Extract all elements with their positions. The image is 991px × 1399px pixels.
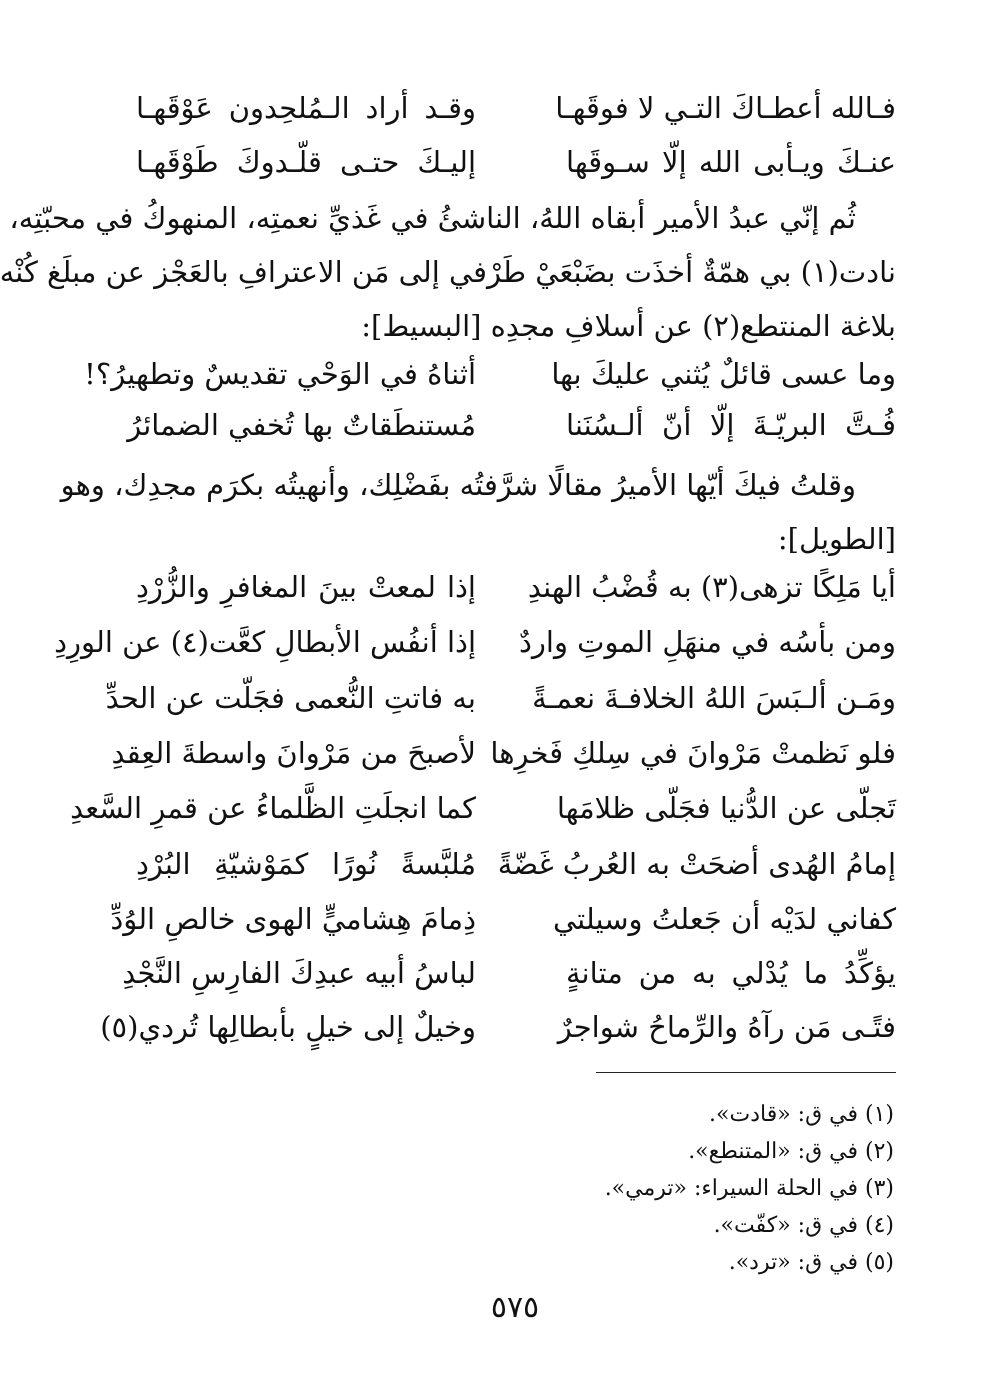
- verse-first-hemistich: وما عسى قائلٌ يُثني عليكَ بها: [551, 357, 896, 391]
- verse-first-hemistich: كفاني لدَيْه أن جَعلتُ وسيلتي: [552, 902, 896, 936]
- footnote: (١) في ق: «قادت».: [709, 1102, 894, 1127]
- verse-first-hemistich: تَجلّى عن الدُّنيا فجَلّى ظلامَها: [556, 791, 896, 825]
- footnote: (٣) في الحلة السيراء: «ترمي».: [604, 1176, 894, 1201]
- verse-second-hemistich: به فاتتِ النُّعمى فجَلّت عن الحدِّ: [105, 681, 476, 715]
- verse-first-hemistich: فُـتَّ البريّـةَ إلّا أنّ ألـسُنَنا: [566, 408, 896, 442]
- verse-line: [136, 140, 896, 184]
- verse-second-hemistich: مُلبَّسةً نُورًا كمَوْشيّةِ البُرْدِ: [136, 847, 476, 881]
- verse-line: [70, 786, 896, 830]
- footnote: (٢) في ق: «المتنطع».: [688, 1139, 894, 1164]
- verse-first-hemistich: فلو نَظمتْ مَرْوانَ في سِلكِ فَخرِها: [490, 736, 896, 770]
- verse-first-hemistich: أيا مَلِكًا تزهى(٣) به قُضْبُ الهندِ: [527, 570, 896, 604]
- verse-line: [111, 731, 896, 775]
- verse-second-hemistich: مُستنطَقاتٌ بها تُخفي الضمائرُ: [127, 408, 476, 442]
- verse-first-hemistich: عنـكَ ويـأبى الله إلّا سـوقَها: [566, 145, 896, 179]
- footnote: (٥) في ق: «ترد».: [728, 1250, 894, 1275]
- verse-second-hemistich: كما انجلَتِ الظَّلماءُ عن قمرِ السَّعدِ: [70, 791, 476, 825]
- prose-line: وقلتُ فيكَ أيّها الأميرُ مقالًا شرَّفتُه بفَضْلِك، وأنهيتُه بكرَم مجدِك، وهو: [60, 468, 856, 502]
- verse-first-hemistich: فتًـى مَن رآهُ والرِّماحُ شواجرٌ: [557, 1010, 896, 1044]
- verse-first-hemistich: يؤكِّدُ ما يُدْلي به من متانةٍ: [566, 956, 896, 990]
- prose-line: نادت(١) بي همّةٌ أخذَت بضَبْعَيْ طَرْفي إلى مَن الاعترافِ بالعَجْز عن مبلَغ كُنْه: [0, 255, 896, 289]
- verse-second-hemistich: لأصبحَ من مَرْوانَ واسطةَ العِقدِ: [111, 736, 476, 770]
- verse-line: [105, 676, 896, 720]
- footnote-separator: [596, 1072, 896, 1073]
- verse-line: [122, 951, 896, 995]
- verse-line: [54, 620, 896, 664]
- verse-line: [84, 352, 896, 396]
- verse-second-hemistich: إذا أنفُس الأبطالِ كعَّت(٤) عن الورِدِ: [54, 625, 476, 659]
- verse-second-hemistich: لباسُ أبيه عبدِكَ الفارِسِ النَّجْدِ: [122, 956, 476, 990]
- verse-first-hemistich: فـالله أعطـاكَ التـي لا فوقَهـا: [555, 91, 896, 125]
- prose-line: بلاغة المنتطع(٢) عن أسلافِ مجدِه [البسيط]:: [361, 309, 896, 343]
- verse-line: [100, 1005, 896, 1049]
- footnote: (٤) في ق: «كفّت».: [713, 1213, 894, 1238]
- verse-second-hemistich: إليـكَ حتـى قلّـدوكَ طَوْقَهـا: [136, 145, 476, 179]
- prose-line: ثُم إنّي عبدُ الأمير أبقاه اللهُ، الناشئُ في غَذيِّ نعمتِه، المنهوكُ في محبّتِه،: [9, 201, 856, 235]
- verse-first-hemistich: ومَـن ألـبَسَ اللهُ الخلافـةَ نعمـةً: [532, 681, 896, 715]
- verse-first-hemistich: إمامُ الهُدى أضحَتْ به العُربُ غَضّةً: [497, 847, 896, 881]
- verse-second-hemistich: وخيلٌ إلى خيلٍ بأبطالِها تُردي(٥): [100, 1010, 476, 1044]
- verse-line: [110, 897, 896, 941]
- verse-first-hemistich: ومن بأسُه في منهَلِ الموتِ واردٌ: [518, 625, 896, 659]
- verse-second-hemistich: وقـد أراد الـمُلحِدون عَوْقَهـا: [136, 91, 476, 125]
- verse-second-hemistich: أثناهُ في الوَحْي تقديسٌ وتطهيرُ؟!: [84, 357, 476, 391]
- page-number: ٥٧٥: [490, 1290, 540, 1325]
- verse-line: [136, 565, 896, 609]
- footnotes: [605, 1096, 894, 1281]
- verse-line: [136, 842, 896, 886]
- prose-paragraph: [60, 458, 896, 566]
- verse-second-hemistich: ذِمامَ هِشاميٍّ الهوى خالصِ الوُدِّ: [110, 902, 476, 936]
- verse-line: [127, 403, 896, 447]
- verse-second-hemistich: إذا لمعتْ بينَ المغافرِ والزُّرْدِ: [136, 570, 476, 604]
- prose-paragraph: [0, 191, 896, 353]
- verse-line: [136, 86, 896, 130]
- prose-line: [الطويل]:: [777, 522, 896, 556]
